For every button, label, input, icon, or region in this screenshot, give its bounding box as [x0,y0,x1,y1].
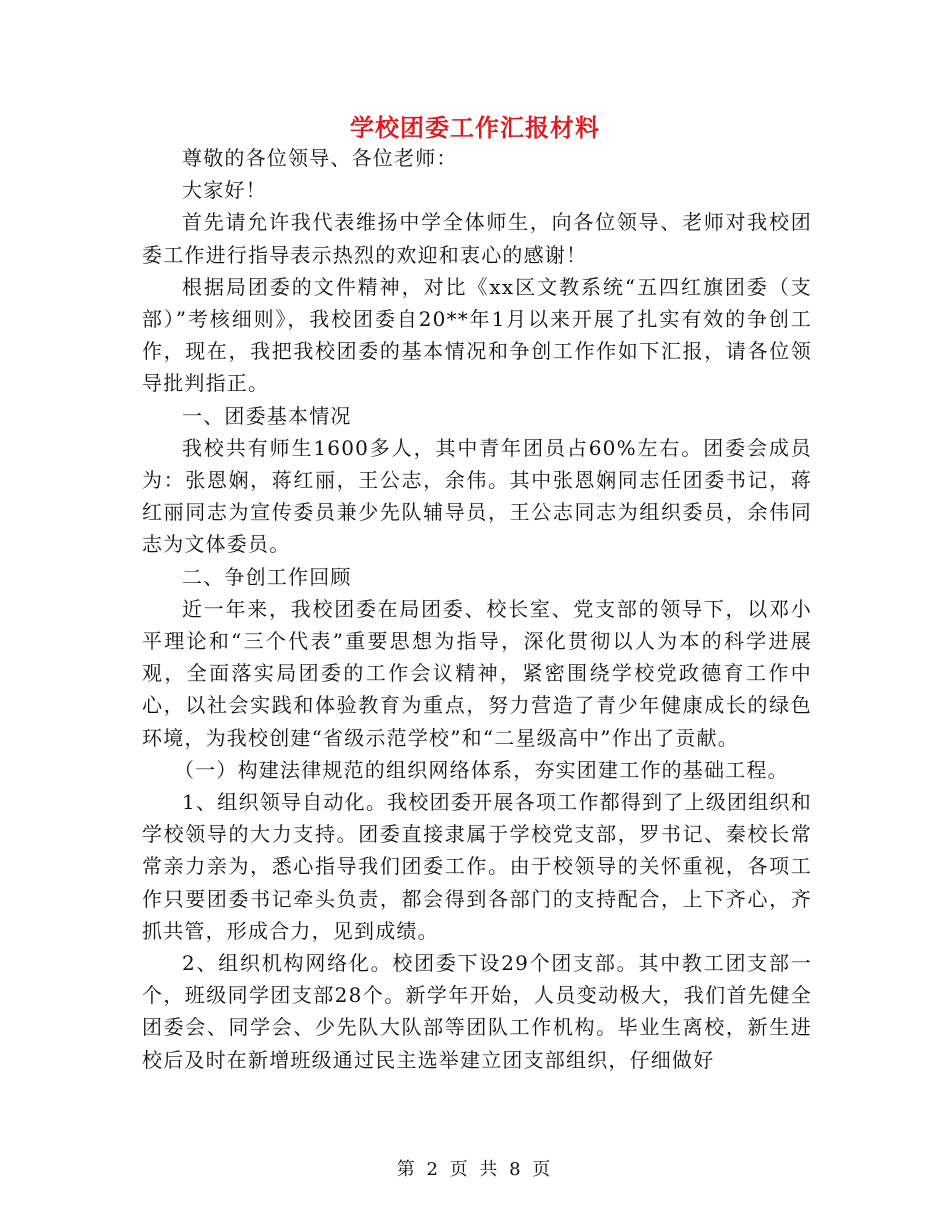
paragraph-salutation: 尊敬的各位领导、各位老师： [182,146,458,170]
subsection-heading-1: （一）构建法律规范的组织网络体系，夯实团建工作的基础工程。 [174,757,789,782]
document-body [142,142,812,1076]
section-heading-review: 二、争创工作回顾 [182,564,352,589]
paragraph-welcome: 首先请允许我代表维扬中学全体师生，向各位领导、老师对我校团委工作进行指导表示热烈的欢迎和衷心的感谢！ [142,210,812,267]
paragraph-intro: 根据局团委的文件精神，对比《xx区文教系统“五四红旗团委（支部）”考核细则》，我校团委自20**年1月以来开展了扎实有效的争创工作，现在，我把我校团委的基本情况和争创工作作如下汇报，请各位领导批判指正。 [142,274,812,396]
paragraph-item-1: 1、组织领导自动化。我校团委开展各项工作都得到了上级团组织和学校领导的大力支持。团委直接隶属于学校党支部，罗书记、秦校长常常亲力亲为，悉心指导我们团委工作。由于校领导的关怀重视，各项工作只要团委书记牵头负责，都会得到各部门的支持配合，上下齐心，齐抓共管，形成合力，见到成绩。 [142,790,812,943]
paragraph-greeting: 大家好！ [182,178,267,203]
page-footer: 第 2 页 共 8 页 [396,1159,554,1180]
document-title: 学校团委工作汇报材料 [350,113,600,142]
section-heading-basic-info: 一、团委基本情况 [182,403,352,428]
paragraph-basic-info: 我校共有师生1600多人，其中青年团员占60%左右。团委会成员为：张恩娴，蒋红丽，王公志，余伟。其中张恩娴同志任团委书记，蒋红丽同志为宣传委员兼少先队辅导员，王公志同志为组织委员，余伟同志为文体委员。 [142,435,812,557]
paragraph-review: 近一年来，我校团委在局团委、校长室、党支部的领导下，以邓小平理论和“三个代表”重要思想为指导，深化贯彻以人为本的科学进展观，全面落实局团委的工作会议精神，紧密围绕学校党政德育工作中心，以社会实践和体验教育为重点，努力营造了青少年健康成长的绿色环境，为我校创建“省级示范学校”和“二星级高中”作出了贡献。 [142,596,812,750]
paragraph-item-2: 2、组织机构网络化。校团委下设29个团支部。其中教工团支部一个，班级同学团支部28个。新学年开始，人员变动极大，我们首先健全团委会、同学会、少先队大队部等团队工作机构。毕业生离校，新生进校后及时在新增班级通过民主选举建立团支部组织，仔细做好 [142,951,812,1072]
